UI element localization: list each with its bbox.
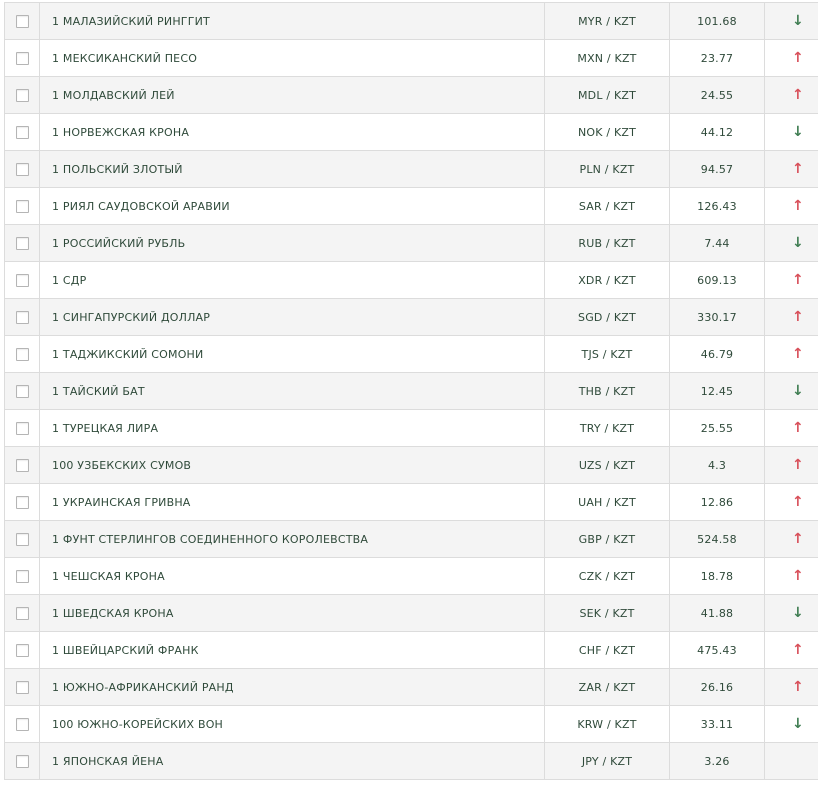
trend-cell <box>765 410 818 447</box>
currency-name: 1 ШВЕДСКАЯ КРОНА <box>40 595 545 632</box>
select-cell <box>5 3 40 40</box>
arrow-up-icon: ↑ <box>792 50 804 66</box>
currency-name: 1 СИНГАПУРСКИЙ ДОЛЛАР <box>40 299 545 336</box>
currency-rates-table <box>4 2 818 780</box>
exchange-rate: 475.43 <box>670 632 765 669</box>
currency-pair: NOK / KZT <box>545 114 670 151</box>
select-cell <box>5 77 40 114</box>
currency-pair: GBP / KZT <box>545 521 670 558</box>
row-checkbox[interactable] <box>16 163 29 176</box>
trend-cell <box>765 3 818 40</box>
arrow-down-icon: ↓ <box>792 716 804 732</box>
currency-name: 1 ЯПОНСКАЯ ЙЕНА <box>40 743 545 780</box>
currency-row <box>5 77 818 114</box>
arrow-up-icon: ↑ <box>792 568 804 584</box>
currency-row <box>5 521 818 558</box>
currency-row <box>5 299 818 336</box>
row-checkbox[interactable] <box>16 348 29 361</box>
currency-name: 100 УЗБЕКСКИХ СУМОВ <box>40 447 545 484</box>
currency-pair: UZS / KZT <box>545 447 670 484</box>
currency-name: 1 ЧЕШСКАЯ КРОНА <box>40 558 545 595</box>
arrow-up-icon: ↑ <box>792 87 804 103</box>
row-checkbox[interactable] <box>16 237 29 250</box>
currency-name: 1 УКРАИНСКАЯ ГРИВНА <box>40 484 545 521</box>
exchange-rate: 101.68 <box>670 3 765 40</box>
exchange-rate: 18.78 <box>670 558 765 595</box>
select-cell <box>5 151 40 188</box>
select-cell <box>5 558 40 595</box>
currency-row <box>5 595 818 632</box>
arrow-up-icon: ↑ <box>792 531 804 547</box>
trend-cell <box>765 595 818 632</box>
select-cell <box>5 114 40 151</box>
select-cell <box>5 262 40 299</box>
currency-pair: SGD / KZT <box>545 299 670 336</box>
currency-pair: UAH / KZT <box>545 484 670 521</box>
trend-cell <box>765 40 818 77</box>
currency-name: 1 ТАДЖИКСКИЙ СОМОНИ <box>40 336 545 373</box>
currency-row <box>5 558 818 595</box>
arrow-up-icon: ↑ <box>792 679 804 695</box>
currency-name: 100 ЮЖНО-КОРЕЙСКИХ ВОН <box>40 706 545 743</box>
arrow-up-icon: ↑ <box>792 309 804 325</box>
currency-name: 1 МОЛДАВСКИЙ ЛЕЙ <box>40 77 545 114</box>
trend-cell <box>765 373 818 410</box>
exchange-rate: 46.79 <box>670 336 765 373</box>
select-cell <box>5 484 40 521</box>
currency-name: 1 НОРВЕЖСКАЯ КРОНА <box>40 114 545 151</box>
currency-row <box>5 669 818 706</box>
currency-name: 1 ШВЕЙЦАРСКИЙ ФРАНК <box>40 632 545 669</box>
arrow-up-icon: ↑ <box>792 346 804 362</box>
select-cell <box>5 743 40 780</box>
currency-row <box>5 225 818 262</box>
trend-cell <box>765 188 818 225</box>
currency-pair: SAR / KZT <box>545 188 670 225</box>
arrow-down-icon: ↓ <box>792 13 804 29</box>
currency-row <box>5 706 818 743</box>
select-cell <box>5 336 40 373</box>
arrow-down-icon: ↓ <box>792 235 804 251</box>
row-checkbox[interactable] <box>16 89 29 102</box>
exchange-rate: 330.17 <box>670 299 765 336</box>
row-checkbox[interactable] <box>16 459 29 472</box>
currency-row <box>5 188 818 225</box>
row-checkbox[interactable] <box>16 570 29 583</box>
currency-row <box>5 336 818 373</box>
trend-cell <box>765 706 818 743</box>
row-checkbox[interactable] <box>16 755 29 768</box>
arrow-up-icon: ↑ <box>792 494 804 510</box>
currency-pair: ZAR / KZT <box>545 669 670 706</box>
currency-name: 1 ФУНТ СТЕРЛИНГОВ СОЕДИНЕННОГО КОРОЛЕВСТВА <box>40 521 545 558</box>
trend-cell <box>765 225 818 262</box>
arrow-up-icon: ↑ <box>792 420 804 436</box>
trend-cell <box>765 299 818 336</box>
row-checkbox[interactable] <box>16 681 29 694</box>
row-checkbox[interactable] <box>16 422 29 435</box>
arrow-up-icon: ↑ <box>792 457 804 473</box>
arrow-down-icon: ↓ <box>792 383 804 399</box>
currency-row <box>5 40 818 77</box>
exchange-rate: 12.86 <box>670 484 765 521</box>
currency-pair: TRY / KZT <box>545 410 670 447</box>
select-cell <box>5 669 40 706</box>
exchange-rate: 41.88 <box>670 595 765 632</box>
row-checkbox[interactable] <box>16 274 29 287</box>
select-cell <box>5 632 40 669</box>
exchange-rate: 44.12 <box>670 114 765 151</box>
select-cell <box>5 410 40 447</box>
exchange-rate: 94.57 <box>670 151 765 188</box>
currency-pair: JPY / KZT <box>545 743 670 780</box>
arrow-up-icon: ↑ <box>792 161 804 177</box>
currency-row <box>5 373 818 410</box>
select-cell <box>5 521 40 558</box>
select-cell <box>5 40 40 77</box>
exchange-rate: 26.16 <box>670 669 765 706</box>
arrow-down-icon: ↓ <box>792 605 804 621</box>
row-checkbox[interactable] <box>16 385 29 398</box>
exchange-rate: 7.44 <box>670 225 765 262</box>
row-checkbox[interactable] <box>16 533 29 546</box>
currency-row <box>5 447 818 484</box>
trend-cell <box>765 632 818 669</box>
currency-row <box>5 484 818 521</box>
row-checkbox[interactable] <box>16 126 29 139</box>
currency-pair: THB / KZT <box>545 373 670 410</box>
currency-pair: CZK / KZT <box>545 558 670 595</box>
exchange-rate: 126.43 <box>670 188 765 225</box>
select-cell <box>5 706 40 743</box>
exchange-rate: 25.55 <box>670 410 765 447</box>
trend-cell <box>765 484 818 521</box>
currency-name: 1 МАЛАЗИЙСКИЙ РИНГГИТ <box>40 3 545 40</box>
currency-row <box>5 262 818 299</box>
exchange-rate: 3.26 <box>670 743 765 780</box>
trend-cell <box>765 151 818 188</box>
currency-name: 1 СДР <box>40 262 545 299</box>
currency-pair: PLN / KZT <box>545 151 670 188</box>
exchange-rate: 12.45 <box>670 373 765 410</box>
select-cell <box>5 225 40 262</box>
currency-row <box>5 410 818 447</box>
currency-name: 1 МЕКСИКАНСКИЙ ПЕСО <box>40 40 545 77</box>
currency-pair: RUB / KZT <box>545 225 670 262</box>
currency-pair: TJS / KZT <box>545 336 670 373</box>
select-cell <box>5 447 40 484</box>
trend-cell <box>765 114 818 151</box>
currency-rates-body <box>5 3 818 780</box>
currency-pair: MYR / KZT <box>545 3 670 40</box>
row-checkbox[interactable] <box>16 311 29 324</box>
exchange-rate: 4.3 <box>670 447 765 484</box>
row-checkbox[interactable] <box>16 200 29 213</box>
arrow-up-icon: ↑ <box>792 642 804 658</box>
select-cell <box>5 299 40 336</box>
row-checkbox[interactable] <box>16 15 29 28</box>
currency-row <box>5 3 818 40</box>
currency-name: 1 ТАЙСКИЙ БАТ <box>40 373 545 410</box>
trend-cell <box>765 77 818 114</box>
select-cell <box>5 188 40 225</box>
trend-cell <box>765 447 818 484</box>
exchange-rate: 33.11 <box>670 706 765 743</box>
currency-name: 1 ТУРЕЦКАЯ ЛИРА <box>40 410 545 447</box>
trend-cell <box>765 336 818 373</box>
arrow-down-icon: ↓ <box>792 124 804 140</box>
currency-row <box>5 151 818 188</box>
select-cell <box>5 595 40 632</box>
row-checkbox[interactable] <box>16 718 29 731</box>
trend-cell <box>765 558 818 595</box>
row-checkbox[interactable] <box>16 52 29 65</box>
exchange-rate: 609.13 <box>670 262 765 299</box>
currency-pair: MXN / KZT <box>545 40 670 77</box>
trend-cell <box>765 521 818 558</box>
trend-cell <box>765 262 818 299</box>
select-cell <box>5 373 40 410</box>
currency-pair: XDR / KZT <box>545 262 670 299</box>
arrow-up-icon: ↑ <box>792 272 804 288</box>
currency-pair: CHF / KZT <box>545 632 670 669</box>
currency-row <box>5 743 818 780</box>
exchange-rate: 24.55 <box>670 77 765 114</box>
exchange-rate: 23.77 <box>670 40 765 77</box>
currency-row <box>5 114 818 151</box>
trend-cell <box>765 743 818 780</box>
currency-name: 1 ПОЛЬСКИЙ ЗЛОТЫЙ <box>40 151 545 188</box>
row-checkbox[interactable] <box>16 607 29 620</box>
currency-pair: SEK / KZT <box>545 595 670 632</box>
row-checkbox[interactable] <box>16 644 29 657</box>
row-checkbox[interactable] <box>16 496 29 509</box>
exchange-rate: 524.58 <box>670 521 765 558</box>
trend-cell <box>765 669 818 706</box>
arrow-up-icon: ↑ <box>792 198 804 214</box>
currency-pair: MDL / KZT <box>545 77 670 114</box>
currency-name: 1 РОССИЙСКИЙ РУБЛЬ <box>40 225 545 262</box>
currency-pair: KRW / KZT <box>545 706 670 743</box>
currency-name: 1 РИЯЛ САУДОВСКОЙ АРАВИИ <box>40 188 545 225</box>
currency-row <box>5 632 818 669</box>
currency-name: 1 ЮЖНО-АФРИКАНСКИЙ РАНД <box>40 669 545 706</box>
